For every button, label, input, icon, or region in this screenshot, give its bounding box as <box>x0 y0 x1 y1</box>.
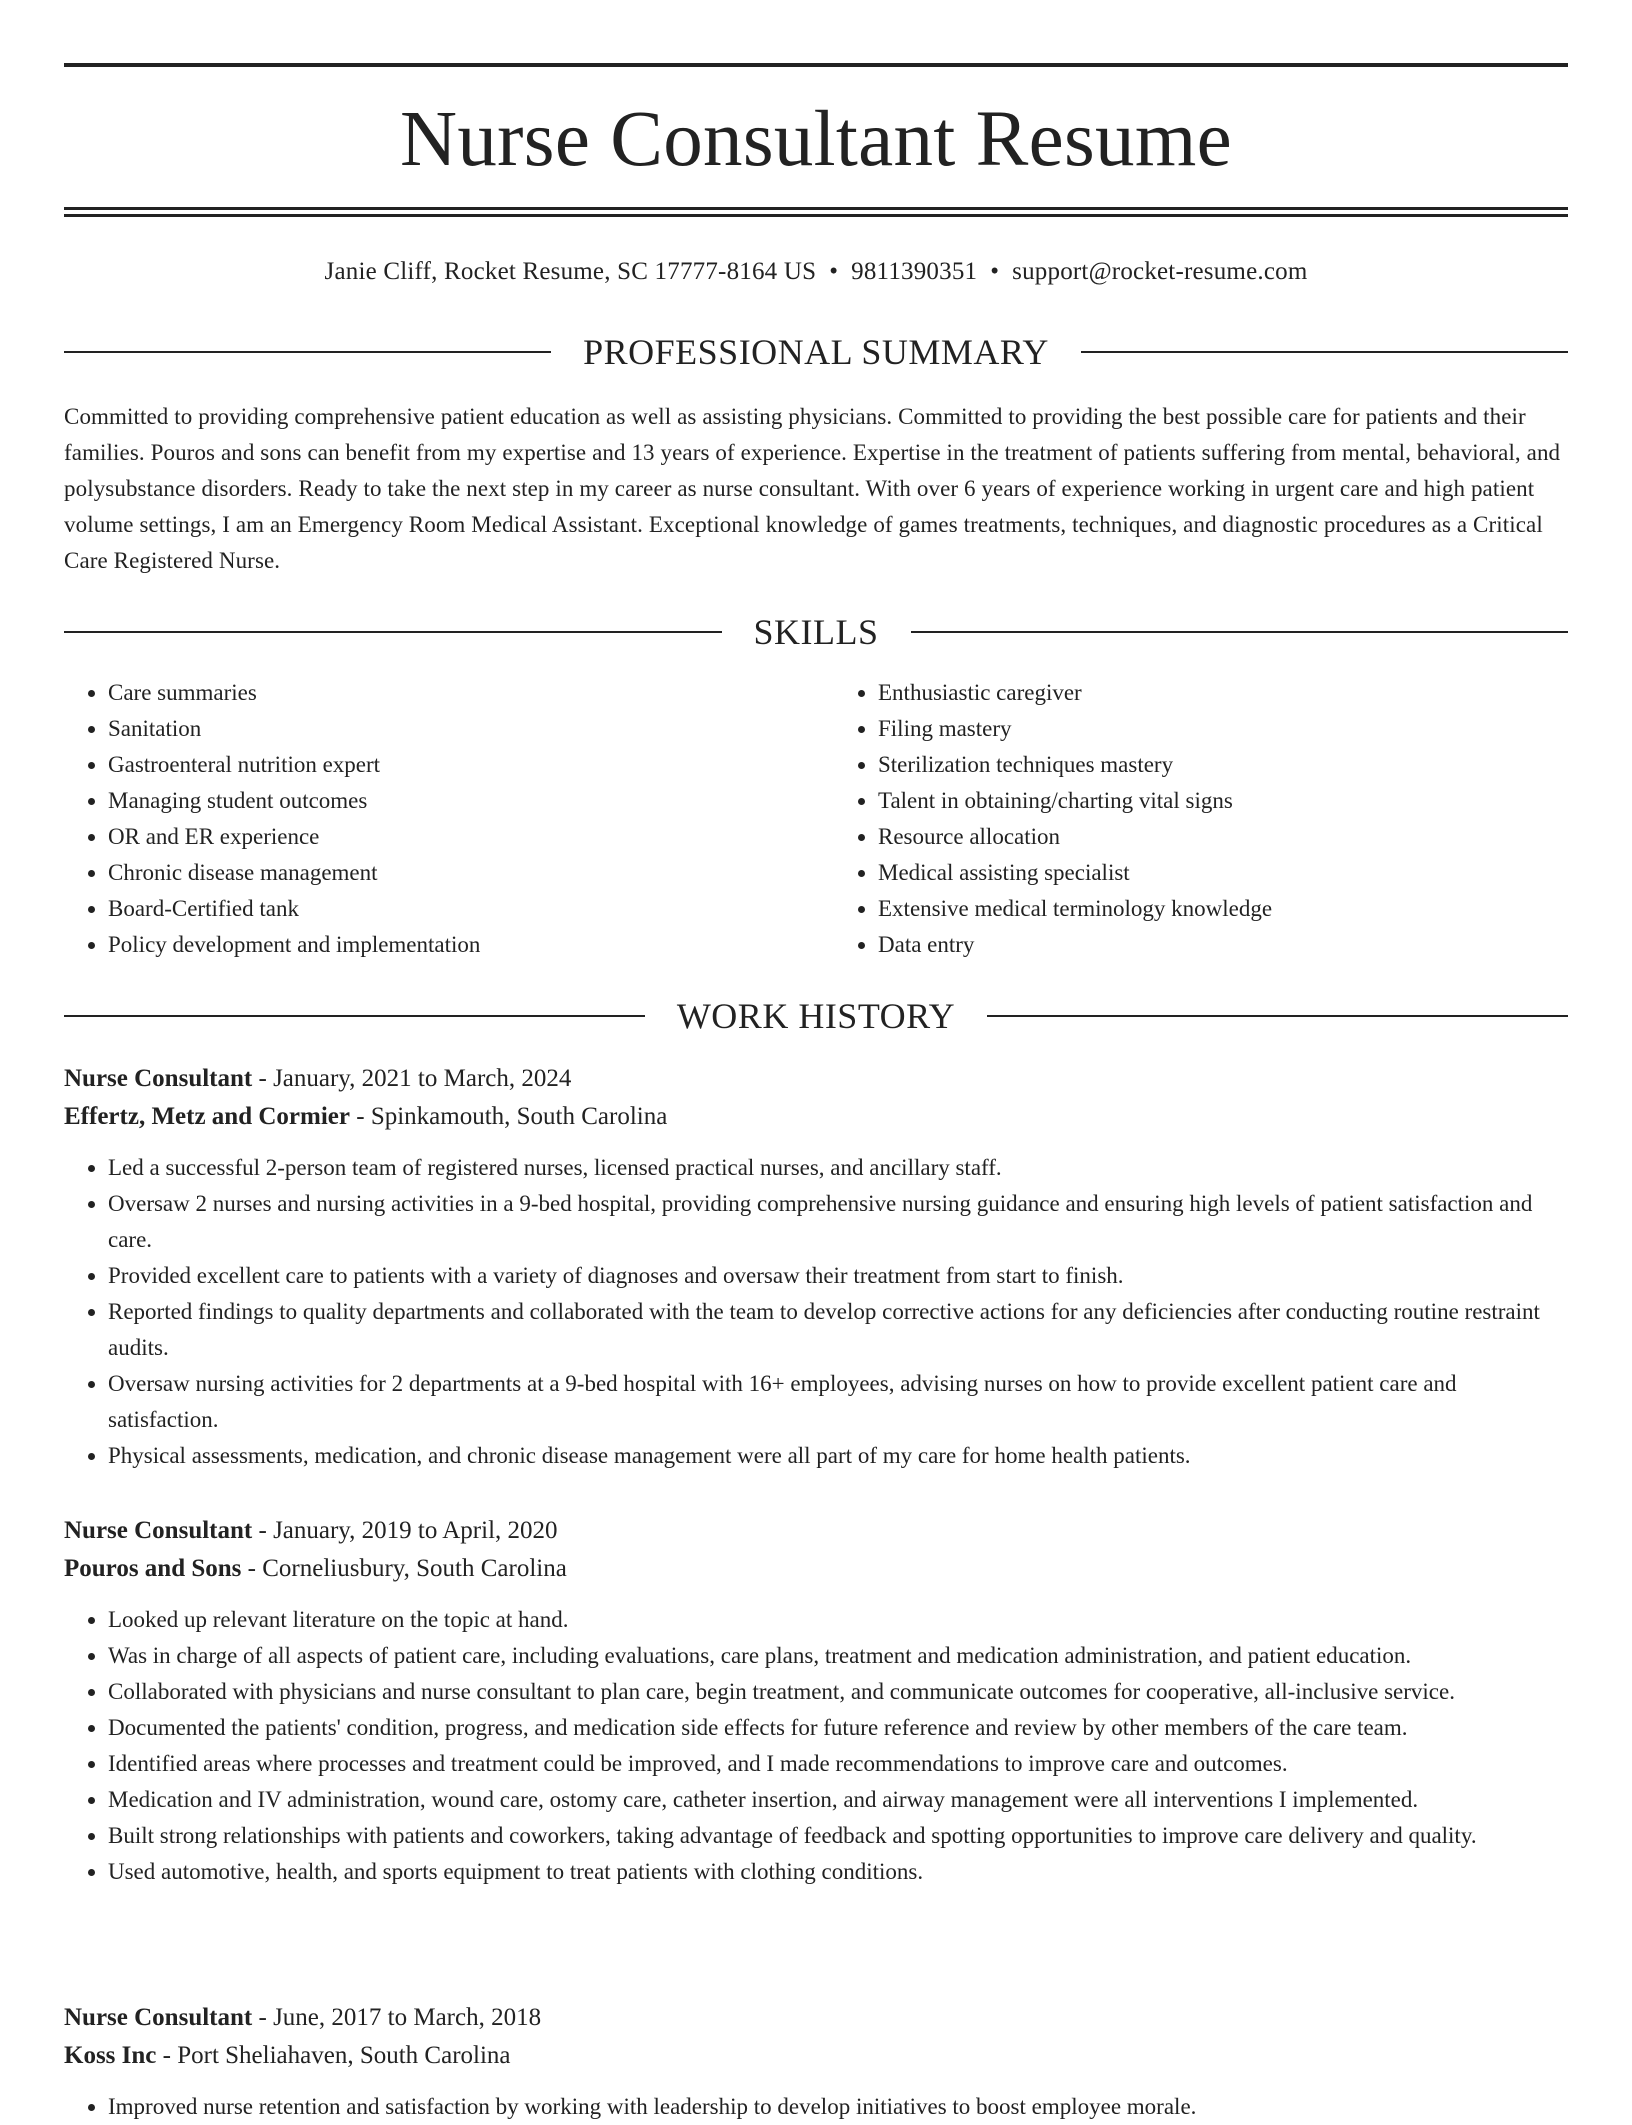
job-title-line: Nurse Consultant - January, 2021 to March, 2024 <box>64 1065 572 1092</box>
job-title: Nurse Consultant <box>64 2004 253 2031</box>
section-rule <box>1081 351 1568 353</box>
skill-item: • Medical assisting specialist <box>878 855 1568 891</box>
job-bullet: • Looked up relevant literature on the topic at hand. <box>108 1602 1568 1638</box>
contact-separator: • <box>829 258 839 285</box>
section-rule <box>987 1015 1568 1017</box>
job-company-line: Effertz, Metz and Cormier - Spinkamouth, South Carolina <box>64 1103 668 1130</box>
section-rule <box>64 631 722 633</box>
job-location: Corneliusbury, South Carolina <box>262 1555 567 1582</box>
job-company-line: Koss Inc - Port Sheliahaven, South Carolina <box>64 2042 511 2069</box>
job-title-line: Nurse Consultant - June, 2017 to March, 2018 <box>64 2004 542 2031</box>
summary-text: Committed to providing comprehensive patient education as well as assisting physicians. Committed to providing the best possible care for patients and their families. Pouros and sons can benefit from my expertise and 13 years of experience. Expertise in the treatment of patients suffering from mental, behavioral, and polysubstance disorders. Ready to take the next step in my career as nurse consultant. With over 6 years of experience working in urgent care and high patient volume settings, I am an Emergency Room Medical Assistant. Exceptional knowledge of games treatments, techniques, and diagnostic procedures as a Critical Care Registered Nurse. <box>64 404 1561 573</box>
work-section-header <box>64 994 1568 1038</box>
skills-list <box>64 675 1568 963</box>
job-title: Nurse Consultant <box>64 1517 253 1544</box>
contact-line <box>64 252 1568 292</box>
skill-item: • Policy development and implementation <box>108 927 798 963</box>
job-dates: June, 2017 to March, 2018 <box>273 2004 542 2031</box>
job-dates: January, 2019 to April, 2020 <box>273 1517 558 1544</box>
job-entry <box>64 1512 1568 1890</box>
job-bullet: • Reported findings to quality departments and collaborated with the team to develop corrective actions for any deficiencies after conducting routine restraint audits. <box>108 1294 1568 1366</box>
section-rule <box>64 351 551 353</box>
work-heading: WORK HISTORY <box>676 996 956 1036</box>
job-dates: January, 2021 to March, 2024 <box>273 1065 572 1092</box>
skill-item: • Board-Certified tank <box>108 891 798 927</box>
job-title-line: Nurse Consultant - January, 2019 to April, 2020 <box>64 1517 558 1544</box>
job-location: Port Sheliahaven, South Carolina <box>177 2042 511 2069</box>
contact-phone: 9811390351 <box>851 258 978 285</box>
job-bullet: • Documented the patients' condition, progress, and medication side effects for future reference and review by other members of the care team. <box>108 1710 1568 1746</box>
contact-email: support@rocket-resume.com <box>1012 258 1308 285</box>
skills-heading: SKILLS <box>753 612 879 652</box>
summary-section-header <box>64 330 1568 374</box>
job-title: Nurse Consultant <box>64 1065 253 1092</box>
job-bullet: • Provided excellent care to patients with a variety of diagnoses and oversaw their treatment from start to finish. <box>108 1258 1568 1294</box>
skill-item: • Gastroenteral nutrition expert <box>108 747 798 783</box>
skills-section-header <box>64 610 1568 654</box>
skill-item: • Extensive medical terminology knowledge <box>878 891 1568 927</box>
top-rule <box>64 63 1568 67</box>
job-bullet: • Collaborated with physicians and nurse consultant to plan care, begin treatment, and communicate outcomes for cooperative, all-inclusive service. <box>108 1674 1568 1710</box>
section-rule <box>911 631 1569 633</box>
summary-heading: PROFESSIONAL SUMMARY <box>583 332 1049 372</box>
job-company-line: Pouros and Sons - Corneliusbury, South Carolina <box>64 1555 567 1582</box>
job-bullets <box>64 1150 1568 1474</box>
job-entry <box>64 1999 1568 2125</box>
section-rule <box>64 1015 645 1017</box>
skill-item: • Managing student outcomes <box>108 783 798 819</box>
job-bullet: • Identified areas where processes and treatment could be improved, and I made recommendations to improve care and outcomes. <box>108 1746 1568 1782</box>
job-bullet: • Physical assessments, medication, and chronic disease management were all part of my care for home health patients. <box>108 1438 1568 1474</box>
job-bullets <box>64 1602 1568 1890</box>
job-bullet: • Oversaw nursing activities for 2 departments at a 9-bed hospital with 16+ employees, advising nurses on how to provide excellent patient care and satisfaction. <box>108 1366 1568 1438</box>
job-bullet: • Built strong relationships with patients and coworkers, taking advantage of feedback and spotting opportunities to improve care delivery and quality. <box>108 1818 1568 1854</box>
job-company: Effertz, Metz and Cormier <box>64 1103 350 1130</box>
skills-column-left <box>64 675 798 963</box>
job-bullet: • Improved nurse retention and satisfaction by working with leadership to develop initiatives to boost employee morale. <box>108 2089 1568 2125</box>
job-company: Pouros and Sons <box>64 1555 242 1582</box>
contact-separator: • <box>990 258 1000 285</box>
job-entry <box>64 1060 1568 1474</box>
skill-item: • OR and ER experience <box>108 819 798 855</box>
job-bullet: • Medication and IV administration, wound care, ostomy care, catheter insertion, and airway management were all interventions I implemented. <box>108 1782 1568 1818</box>
skill-item: • Chronic disease management <box>108 855 798 891</box>
job-bullets <box>64 2089 1568 2125</box>
skill-item: • Filing mastery <box>878 711 1568 747</box>
skill-item: • Data entry <box>878 927 1568 963</box>
skill-item: • Talent in obtaining/charting vital signs <box>878 783 1568 819</box>
title-double-rule <box>64 207 1568 217</box>
page-title: Nurse Consultant Resume <box>400 96 1232 183</box>
job-location: Spinkamouth, South Carolina <box>370 1103 668 1130</box>
skill-item: • Sterilization techniques mastery <box>878 747 1568 783</box>
contact-address: Janie Cliff, Rocket Resume, SC 17777-8164 US <box>324 258 817 285</box>
skill-item: • Sanitation <box>108 711 798 747</box>
skills-column-right <box>798 675 1568 963</box>
skill-item: • Resource allocation <box>878 819 1568 855</box>
job-company: Koss Inc <box>64 2042 157 2069</box>
skill-item: • Care summaries <box>108 675 798 711</box>
job-bullet: • Led a successful 2-person team of registered nurses, licensed practical nurses, and ancillary staff. <box>108 1150 1568 1186</box>
job-bullet: • Used automotive, health, and sports equipment to treat patients with clothing conditions. <box>108 1854 1568 1890</box>
skill-item: • Enthusiastic caregiver <box>878 675 1568 711</box>
job-bullet: • Oversaw 2 nurses and nursing activities in a 9-bed hospital, providing comprehensive nursing guidance and ensuring high levels of patient satisfaction and care. <box>108 1186 1568 1258</box>
job-bullet: • Was in charge of all aspects of patient care, including evaluations, care plans, treatment and medication administration, and patient education. <box>108 1638 1568 1674</box>
